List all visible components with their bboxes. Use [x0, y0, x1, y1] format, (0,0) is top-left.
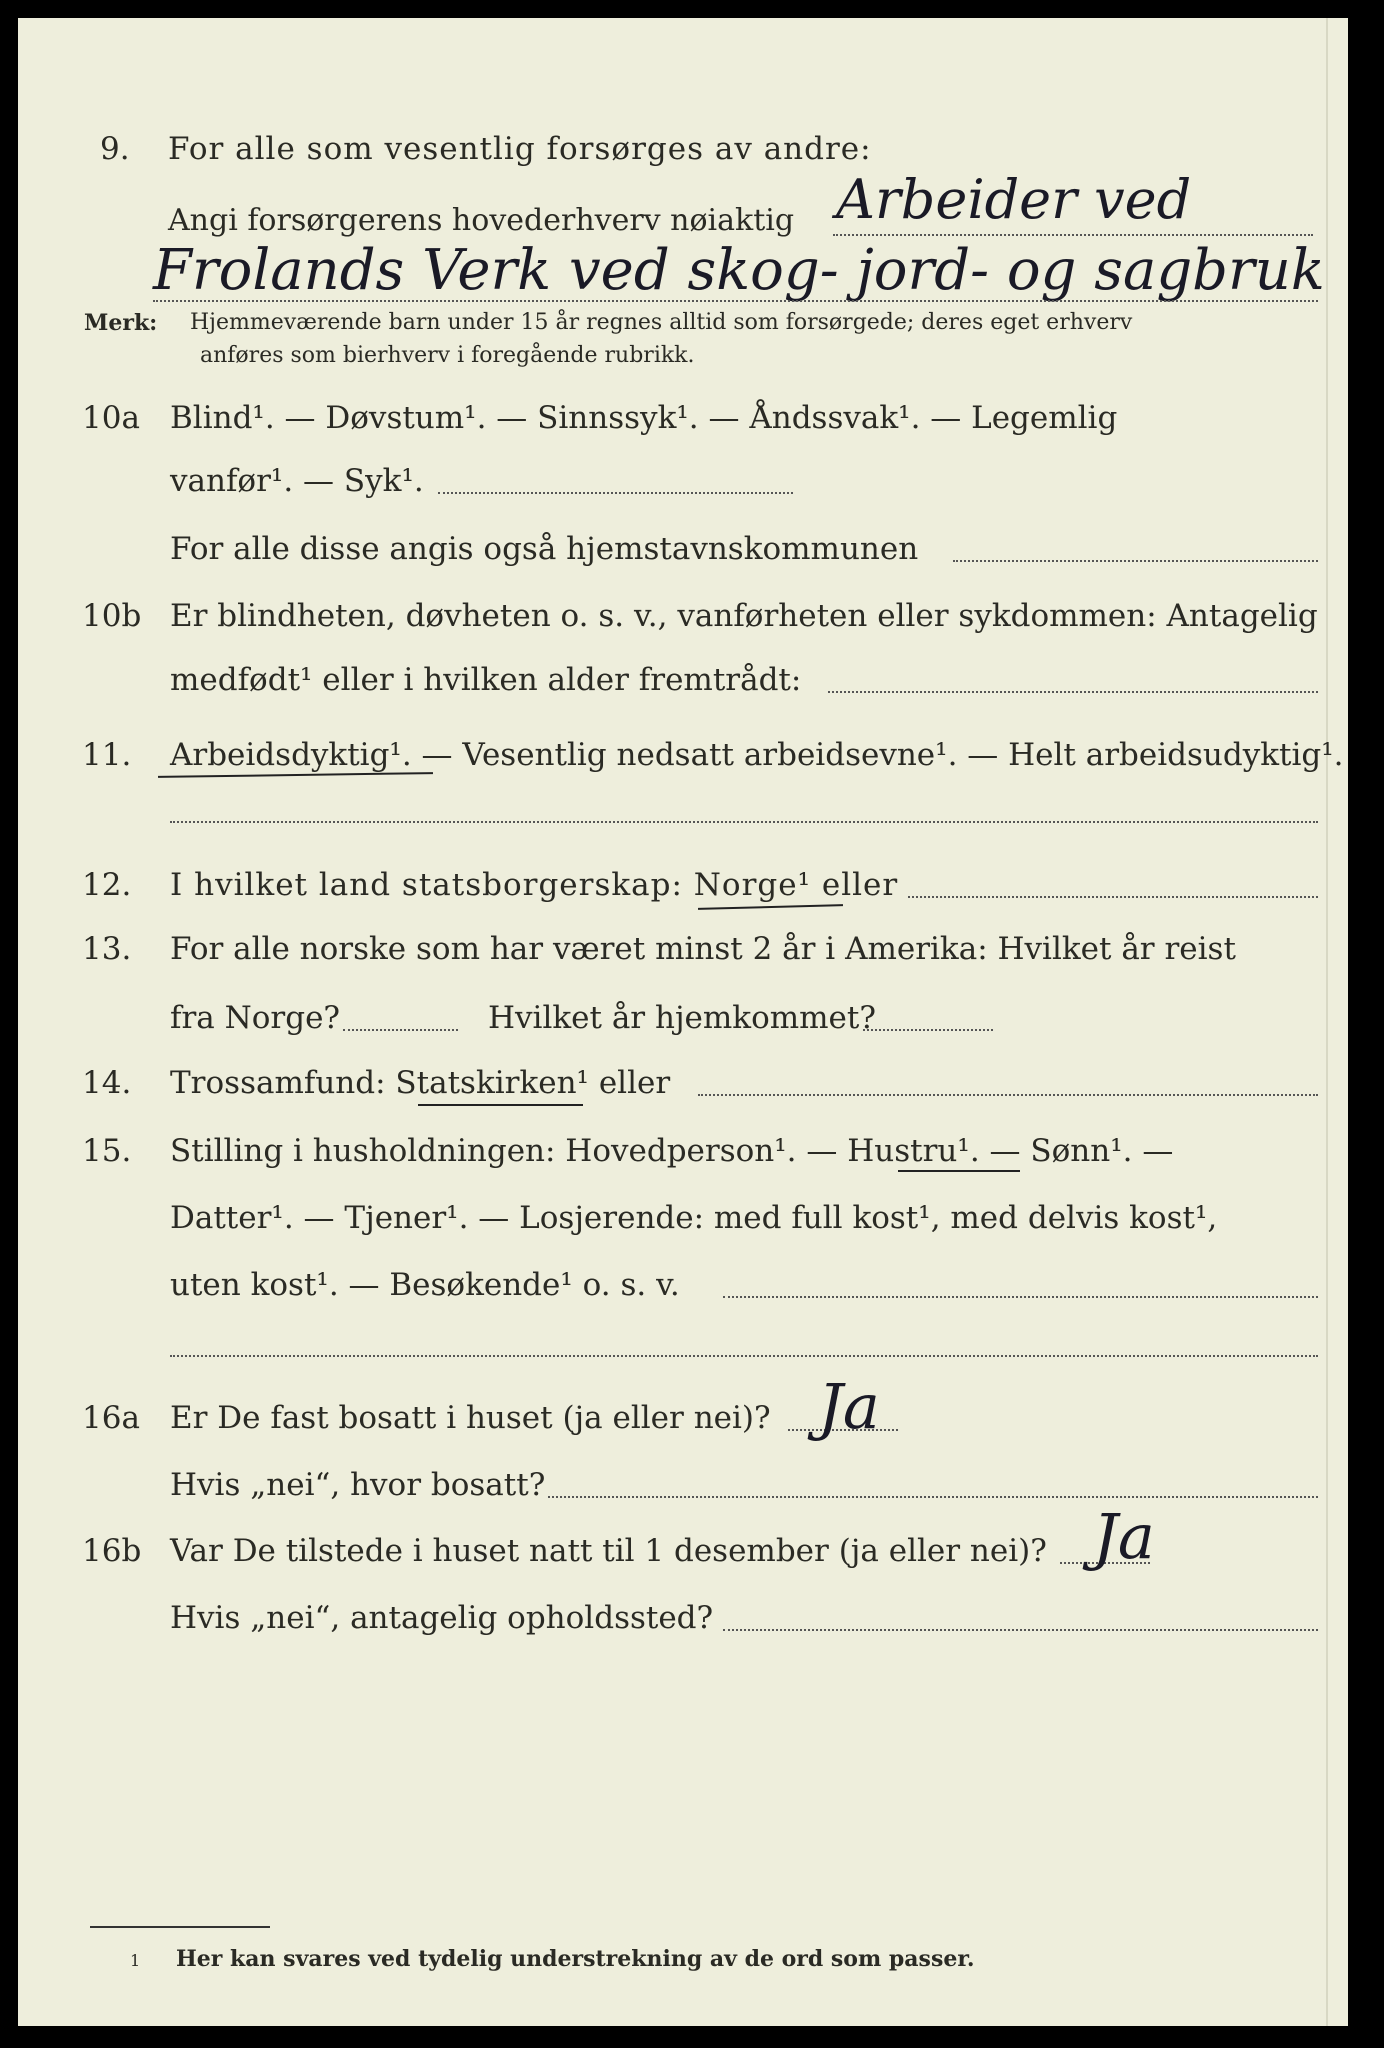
- q16a-number: 16a: [82, 1400, 140, 1436]
- q10a-syk-line: [438, 492, 793, 494]
- q13-hjemkommet-line: [863, 1029, 993, 1031]
- q15-number: 15.: [82, 1133, 132, 1169]
- census-form-page: [18, 18, 1348, 2026]
- q16b-line1: Var De tilstede i huset natt til 1 desember (ja eller nei)?: [170, 1533, 1047, 1569]
- q16a-line2: Hvis „nei“, hvor bosatt?: [170, 1467, 546, 1503]
- q15-line3: uten kost¹. — Besøkende¹ o. s. v.: [170, 1267, 680, 1303]
- q10a-line1: Blind¹. — Døvstum¹. — Sinnssyk¹. — Åndssvak¹. — Legemlig: [170, 400, 1118, 436]
- q9-line2: Angi forsørgerens hovederhverv nøiaktig: [168, 203, 795, 238]
- q16b-number: 16b: [82, 1533, 142, 1569]
- q10a-line3: For alle disse angis også hjemstavnskommunen: [170, 531, 919, 567]
- footnote-rule: [90, 1926, 270, 1928]
- q15-answer-line: [723, 1296, 1318, 1298]
- q12-number: 12.: [82, 867, 132, 903]
- q13-reist-line: [343, 1029, 458, 1031]
- q12-answer-line: [908, 896, 1318, 898]
- merk-label: Merk:: [84, 310, 158, 336]
- q9-handwritten-answer-2: Frolands Verk ved skog- jord- og sagbruk: [153, 238, 1325, 303]
- q9-number: 9.: [100, 131, 130, 167]
- q10a-line2: vanfør¹. — Syk¹.: [170, 463, 424, 499]
- q14-number: 14.: [82, 1065, 132, 1101]
- q15-line1: Stilling i husholdningen: Hovedperson¹. — Hustru¹. — Sønn¹. —: [170, 1133, 1174, 1169]
- q13-number: 13.: [82, 931, 132, 967]
- q9-answer-line1: [833, 234, 1313, 236]
- paper-fold: [1326, 18, 1328, 2026]
- q14-answer-line: [698, 1094, 1318, 1096]
- q15-answer-line2: [170, 1355, 1318, 1357]
- q11-line1: Arbeidsdyktig¹. — Vesentlig nedsatt arbeidsevne¹. — Helt arbeidsudyktig¹.: [170, 737, 1344, 773]
- q10a-number: 10a: [82, 400, 140, 436]
- q12-line1: I hvilket land statsborgerskap: Norge¹ eller: [170, 867, 899, 903]
- q12-underline-norge: [698, 904, 843, 910]
- footnote-mark: 1: [130, 1951, 141, 1970]
- merk-line1: Hjemmeværende barn under 15 år regnes alltid som forsørgede; deres eget erhverv: [190, 310, 1133, 335]
- footnote-text: Her kan svares ved tydelig understrekning av de ord som passer.: [176, 1946, 975, 1972]
- q10b-line1: Er blindheten, døvheten o. s. v., vanførheten eller sykdommen: Antagelig: [170, 598, 1318, 634]
- q9-handwritten-answer-1: Arbeider ved: [836, 168, 1192, 231]
- q14-line1: Trossamfund: Statskirken¹ eller: [170, 1065, 671, 1101]
- q16a-handwritten-answer: Ja: [818, 1370, 880, 1443]
- q15-underline-hustru: [898, 1170, 1020, 1172]
- q9-answer-line2: [153, 300, 1318, 302]
- q16b-handwritten-answer: Ja: [1093, 1500, 1155, 1573]
- q16b-opholdssted-line: [723, 1629, 1318, 1631]
- q10b-line2: medfødt¹ eller i hvilken alder fremtrådt:: [170, 662, 802, 698]
- q11-answer-line: [170, 821, 1318, 823]
- q10a-kommune-line: [953, 560, 1318, 562]
- q11-number: 11.: [82, 737, 132, 773]
- q10b-alder-line: [828, 691, 1318, 693]
- q15-line2: Datter¹. — Tjener¹. — Losjerende: med full kost¹, med delvis kost¹,: [170, 1200, 1218, 1236]
- q13-line2a: fra Norge?: [170, 1000, 341, 1036]
- q16b-line2: Hvis „nei“, antagelig opholdssted?: [170, 1600, 714, 1636]
- q14-underline-statskirken: [418, 1104, 583, 1106]
- q9-line1: For alle som vesentlig forsørges av andre:: [168, 131, 872, 167]
- q16a-bosatt-line: [548, 1496, 1318, 1498]
- q13-line2b: Hvilket år hjemkommet?: [488, 1000, 876, 1036]
- q16a-line1: Er De fast bosatt i huset (ja eller nei)?: [170, 1400, 771, 1436]
- q13-line1: For alle norske som har været minst 2 år i Amerika: Hvilket år reist: [170, 931, 1236, 967]
- q10b-number: 10b: [82, 598, 142, 634]
- merk-line2: anføres som bierhverv i foregående rubrikk.: [200, 343, 695, 368]
